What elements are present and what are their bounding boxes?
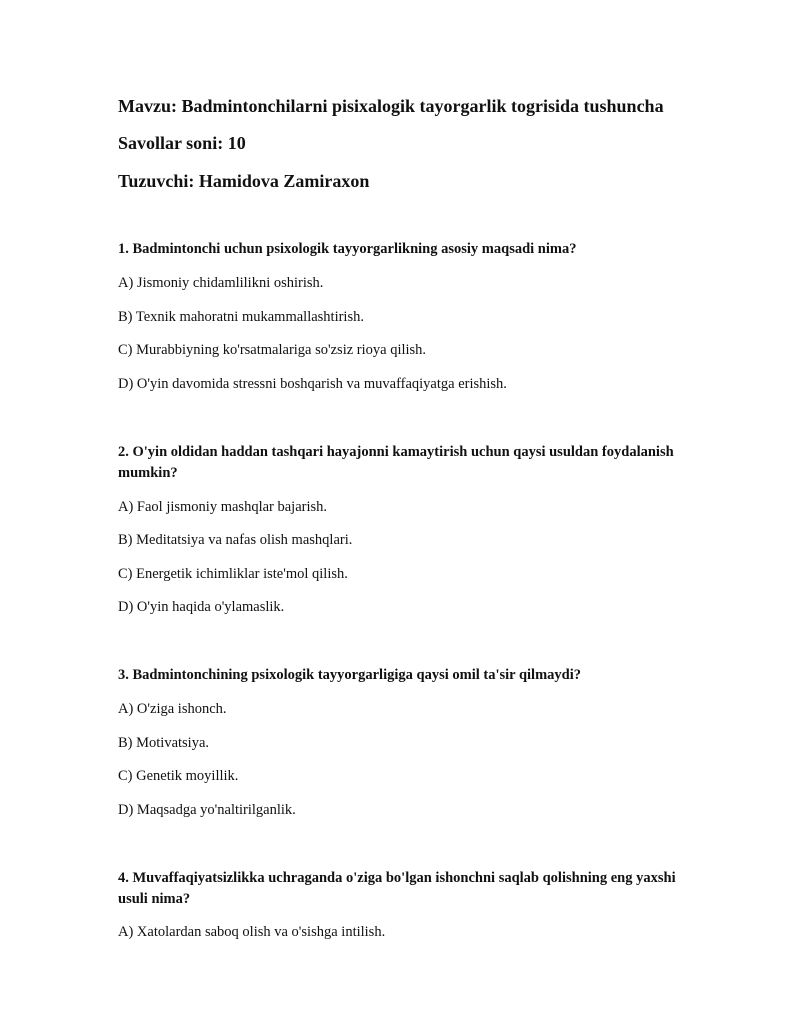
question-2: 2. O'yin oldidan haddan tashqari hayajonni kamaytirish uchun qaysi usuldan foydalanish mumkin? xyxy=(118,444,674,481)
question-1-option-c: C) Murabbiyning ko'rsatmalariga so'zsiz rioya qilish. xyxy=(118,342,427,358)
question-2-option-a: A) Faol jismoniy mashqlar bajarish. xyxy=(118,499,328,515)
question-1-option-d: D) O'yin davomida stressni boshqarish va muvaffaqiyatga erishish. xyxy=(118,376,507,392)
question-1-option-a: A) Jismoniy chidamlilikni oshirish. xyxy=(118,275,324,291)
question-3-option-c: C) Genetik moyillik. xyxy=(118,768,239,784)
question-3: 3. Badmintonchining psixologik tayyorgarligiga qaysi omil ta'sir qilmaydi? xyxy=(118,667,581,683)
question-3-option-b: B) Motivatsiya. xyxy=(118,735,210,751)
question-3-option-d: D) Maqsadga yo'naltirilganlik. xyxy=(118,802,296,818)
question-count-heading: Savollar soni: 10 xyxy=(118,133,246,153)
question-4-option-a: A) Xatolardan saboq olish va o'sishga intilish. xyxy=(118,924,386,940)
question-2-option-d: D) O'yin haqida o'ylamaslik. xyxy=(118,599,285,615)
question-1-option-b: B) Texnik mahoratni mukammallashtirish. xyxy=(118,309,364,325)
question-2-option-b: B) Meditatsiya va nafas olish mashqlari. xyxy=(118,532,353,548)
question-3-option-a: A) O'ziga ishonch. xyxy=(118,701,227,717)
topic-heading: Mavzu: Badmintonchilarni pisixalogik tayorgarlik togrisida tushuncha xyxy=(118,96,664,116)
question-2-option-c: C) Energetik ichimliklar iste'mol qilish. xyxy=(118,566,348,582)
question-4: 4. Muvaffaqiyatsizlikka uchraganda o'ziga bo'lgan ishonchni saqlab qolishning eng yaxshi usuli nima? xyxy=(118,870,676,907)
question-1: 1. Badmintonchi uchun psixologik tayyorgarlikning asosiy maqsadi nima? xyxy=(118,241,577,257)
author-heading: Tuzuvchi: Hamidova Zamiraxon xyxy=(118,171,370,191)
